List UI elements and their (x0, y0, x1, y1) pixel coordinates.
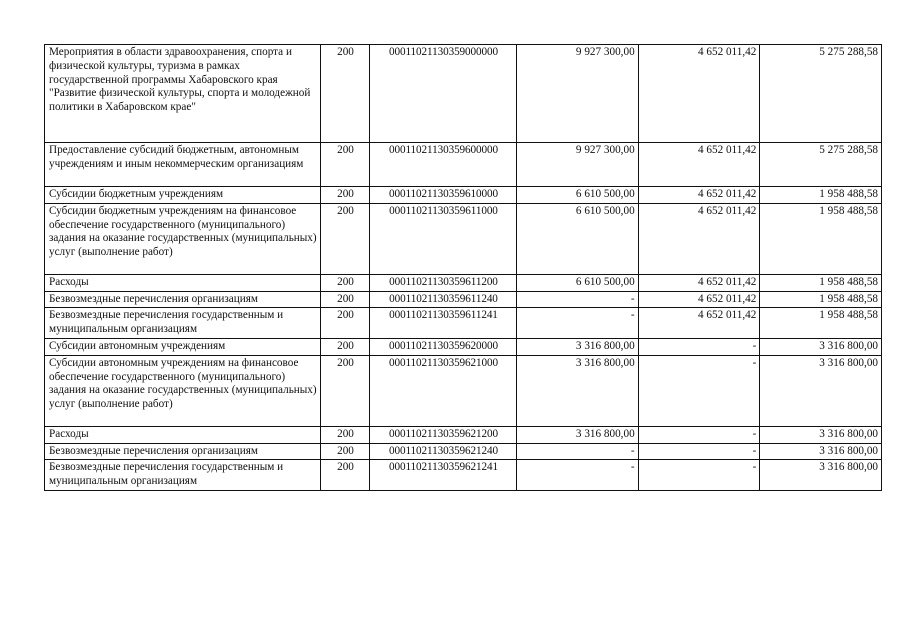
executed-amount-cell: 4 652 011,42 (638, 274, 760, 291)
table-row (45, 291, 882, 308)
line-code-cell: 200 (321, 143, 370, 187)
unexecuted-amount-cell: 1 958 488,58 (760, 203, 882, 274)
budget-classification-code-cell: 00011021130359611241 (370, 308, 517, 339)
line-code-cell: 200 (321, 308, 370, 339)
budget-table-body (45, 45, 882, 491)
line-code-cell: 200 (321, 187, 370, 204)
expense-name-cell: Субсидии автономным учреждениям на финансовое обеспечение государственного (муниципального) задания на оказание государственных (муниципальных) услуг (выполнение работ) (45, 355, 321, 426)
budget-classification-code-cell: 00011021130359000000 (370, 45, 517, 143)
budget-classification-code-cell: 00011021130359621200 (370, 426, 517, 443)
budget-classification-code-cell: 00011021130359611240 (370, 291, 517, 308)
line-code-cell: 200 (321, 203, 370, 274)
expense-name-cell: Безвозмездные перечисления государственным и муниципальным организациям (45, 308, 321, 339)
table-row (45, 338, 882, 355)
unexecuted-amount-cell: 1 958 488,58 (760, 308, 882, 339)
budget-classification-code-cell: 00011021130359611200 (370, 274, 517, 291)
unexecuted-amount-cell: 1 958 488,58 (760, 291, 882, 308)
approved-amount-cell: - (517, 443, 639, 460)
expense-name-cell: Субсидии бюджетным учреждениям на финансовое обеспечение государственного (муниципального) задания на оказание государственных (муниципальных) услуг (выполнение работ) (45, 203, 321, 274)
table-row (45, 443, 882, 460)
budget-classification-code-cell: 00011021130359621240 (370, 443, 517, 460)
expense-name-cell: Субсидии автономным учреждениям (45, 338, 321, 355)
budget-report-sheet (44, 44, 882, 491)
unexecuted-amount-cell: 1 958 488,58 (760, 274, 882, 291)
executed-amount-cell: 4 652 011,42 (638, 143, 760, 187)
expense-name-cell: Безвозмездные перечисления государственным и муниципальным организациям (45, 460, 321, 491)
executed-amount-cell: 4 652 011,42 (638, 203, 760, 274)
executed-amount-cell: - (638, 443, 760, 460)
executed-amount-cell: - (638, 426, 760, 443)
budget-classification-code-cell: 00011021130359620000 (370, 338, 517, 355)
approved-amount-cell: 3 316 800,00 (517, 355, 639, 426)
expense-name-cell: Предоставление субсидий бюджетным, автономным учреждениям и иным некоммерческим организациям (45, 143, 321, 187)
budget-classification-code-cell: 00011021130359621000 (370, 355, 517, 426)
table-row (45, 203, 882, 274)
approved-amount-cell: 9 927 300,00 (517, 143, 639, 187)
line-code-cell: 200 (321, 338, 370, 355)
table-row (45, 45, 882, 143)
line-code-cell: 200 (321, 443, 370, 460)
budget-classification-code-cell: 00011021130359600000 (370, 143, 517, 187)
unexecuted-amount-cell: 1 958 488,58 (760, 187, 882, 204)
unexecuted-amount-cell: 5 275 288,58 (760, 45, 882, 143)
approved-amount-cell: 6 610 500,00 (517, 203, 639, 274)
expense-name-cell: Безвозмездные перечисления организациям (45, 291, 321, 308)
table-row (45, 143, 882, 187)
line-code-cell: 200 (321, 291, 370, 308)
approved-amount-cell: 6 610 500,00 (517, 274, 639, 291)
expense-name-cell: Мероприятия в области здравоохранения, спорта и физической культуры, туризма в рамках государственной программы Хабаровского края "Развитие физической культуры, спорта и молодежной политики в Хабаровском крае" (45, 45, 321, 143)
approved-amount-cell: - (517, 308, 639, 339)
approved-amount-cell: 3 316 800,00 (517, 338, 639, 355)
line-code-cell: 200 (321, 355, 370, 426)
budget-classification-code-cell: 00011021130359611000 (370, 203, 517, 274)
executed-amount-cell: - (638, 338, 760, 355)
expense-name-cell: Безвозмездные перечисления организациям (45, 443, 321, 460)
line-code-cell: 200 (321, 460, 370, 491)
table-row (45, 426, 882, 443)
approved-amount-cell: - (517, 460, 639, 491)
table-row (45, 308, 882, 339)
budget-classification-code-cell: 00011021130359610000 (370, 187, 517, 204)
unexecuted-amount-cell: 3 316 800,00 (760, 426, 882, 443)
approved-amount-cell: 3 316 800,00 (517, 426, 639, 443)
table-row (45, 187, 882, 204)
unexecuted-amount-cell: 3 316 800,00 (760, 338, 882, 355)
executed-amount-cell: 4 652 011,42 (638, 308, 760, 339)
line-code-cell: 200 (321, 426, 370, 443)
approved-amount-cell: 6 610 500,00 (517, 187, 639, 204)
approved-amount-cell: 9 927 300,00 (517, 45, 639, 143)
table-row (45, 355, 882, 426)
expense-name-cell: Расходы (45, 274, 321, 291)
line-code-cell: 200 (321, 45, 370, 143)
table-row (45, 274, 882, 291)
executed-amount-cell: - (638, 355, 760, 426)
expense-name-cell: Субсидии бюджетным учреждениям (45, 187, 321, 204)
budget-expenses-table (44, 44, 882, 491)
unexecuted-amount-cell: 3 316 800,00 (760, 443, 882, 460)
budget-classification-code-cell: 00011021130359621241 (370, 460, 517, 491)
executed-amount-cell: 4 652 011,42 (638, 187, 760, 204)
line-code-cell: 200 (321, 274, 370, 291)
table-row (45, 460, 882, 491)
executed-amount-cell: - (638, 460, 760, 491)
executed-amount-cell: 4 652 011,42 (638, 291, 760, 308)
unexecuted-amount-cell: 5 275 288,58 (760, 143, 882, 187)
expense-name-cell: Расходы (45, 426, 321, 443)
unexecuted-amount-cell: 3 316 800,00 (760, 460, 882, 491)
approved-amount-cell: - (517, 291, 639, 308)
executed-amount-cell: 4 652 011,42 (638, 45, 760, 143)
unexecuted-amount-cell: 3 316 800,00 (760, 355, 882, 426)
